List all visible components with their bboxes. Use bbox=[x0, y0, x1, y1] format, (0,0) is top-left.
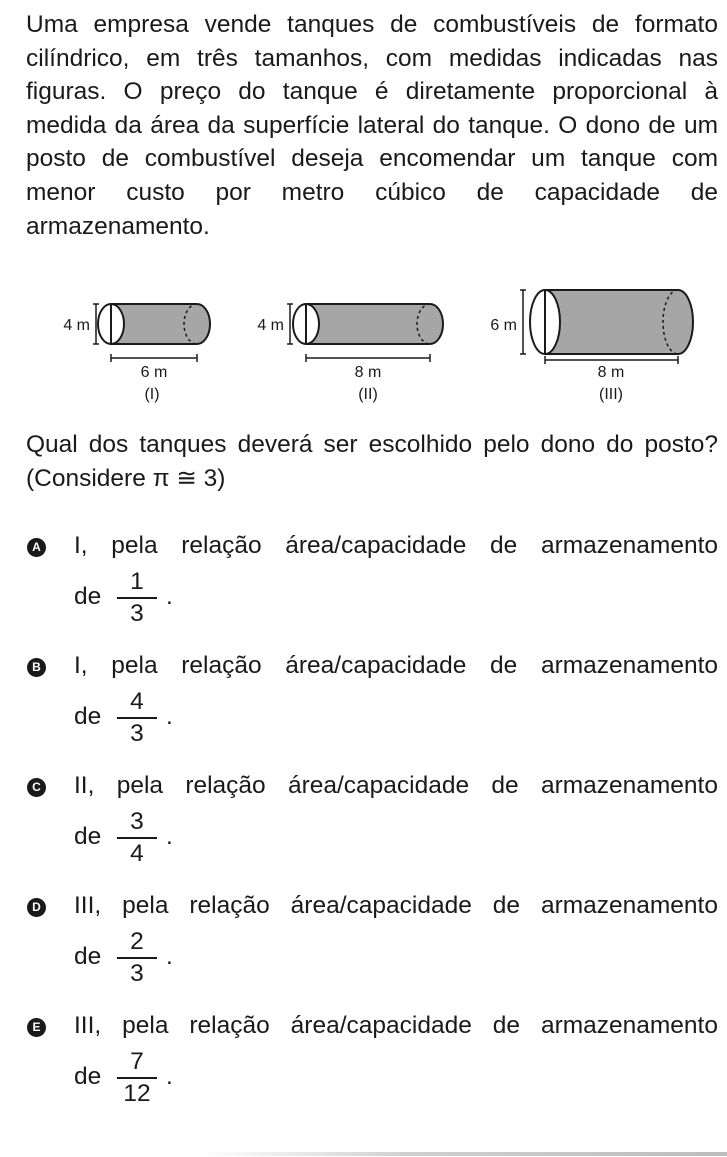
alternative-b-denominator: 3 bbox=[130, 720, 144, 747]
tank-3-height-label: 6 m bbox=[490, 317, 517, 334]
tank-2-length-label: 8 m bbox=[354, 364, 382, 381]
problem-statement: Uma empresa vende tanques de combustíveis de formato cilíndrico, em três tamanhos, com medidas indicadas nas figuras. O preço do tanque é diretamente proporcional à medida da área da superfície lateral do tanque. O dono de um posto de combustível deseja encomendar um tanque com menor custo por metro cúbico de capacidade de armazenamento. bbox=[26, 11, 718, 240]
fraction-bar bbox=[117, 1077, 157, 1079]
alternative-e-text: III, pela relação área/capacidade de armazenamento bbox=[74, 1012, 718, 1039]
alternative-d-de: de bbox=[74, 943, 102, 970]
alternative-a-de: de bbox=[74, 583, 102, 610]
alternative-b-numerator: 4 bbox=[130, 688, 144, 715]
alternative-d-letter: D bbox=[27, 898, 46, 917]
alternative-a-denominator: 3 bbox=[130, 600, 144, 627]
tank-1-height-label: 4 m bbox=[63, 317, 90, 334]
tank-2 bbox=[257, 304, 443, 403]
tank-1-body bbox=[111, 304, 210, 344]
alternative-c-denominator: 4 bbox=[130, 840, 144, 867]
alternative-c-de: de bbox=[74, 823, 102, 850]
fraction-bar bbox=[117, 837, 157, 839]
alternative-b-end: . bbox=[166, 703, 173, 730]
alternative-c-letter: C bbox=[27, 778, 46, 797]
alternative-c-fraction bbox=[117, 808, 157, 868]
tanks-figure bbox=[0, 280, 727, 420]
alternative-a-fraction bbox=[117, 568, 157, 628]
alternative-e-numerator: 7 bbox=[130, 1048, 144, 1075]
alternative-d-denominator: 3 bbox=[130, 960, 144, 987]
alternative-c-end: . bbox=[166, 823, 173, 850]
alternative-a-letter: A bbox=[27, 538, 46, 557]
alternative-e-denominator: 12 bbox=[123, 1080, 151, 1107]
alternative-b-fraction bbox=[117, 688, 157, 748]
tank-2-body bbox=[306, 304, 443, 344]
alternative-d-numerator: 2 bbox=[130, 928, 144, 955]
alternative-e-letter: E bbox=[27, 1018, 46, 1037]
tank-1-caption: (I) bbox=[144, 386, 160, 403]
alternative-d-fraction bbox=[117, 928, 157, 988]
alternative-b[interactable] bbox=[0, 648, 727, 768]
fraction-bar bbox=[117, 717, 157, 719]
alternative-b-text: I, pela relação área/capacidade de armazenamento bbox=[74, 652, 718, 679]
alternative-c-text: II, pela relação área/capacidade de armazenamento bbox=[74, 772, 718, 799]
alternative-e-de: de bbox=[74, 1063, 102, 1090]
fraction-bar bbox=[117, 597, 157, 599]
tank-2-caption: (II) bbox=[358, 386, 378, 403]
tank-3-caption: (III) bbox=[599, 386, 623, 403]
alternative-e[interactable] bbox=[0, 1008, 727, 1128]
tank-3-length-label: 8 m bbox=[597, 364, 625, 381]
tank-1-length-label: 6 m bbox=[140, 364, 168, 381]
alternative-e-fraction bbox=[117, 1048, 157, 1108]
question-text: Qual dos tanques deverá ser escolhido pelo dono do posto? (Considere π ≅ 3) bbox=[26, 431, 718, 492]
tank-2-height-label: 4 m bbox=[257, 317, 284, 334]
fraction-bar bbox=[117, 957, 157, 959]
alternative-b-letter: B bbox=[27, 658, 46, 677]
alternative-c[interactable] bbox=[0, 768, 727, 888]
tank-3-body bbox=[545, 290, 693, 354]
alternative-a-numerator: 1 bbox=[130, 568, 144, 595]
alternative-b-de: de bbox=[74, 703, 102, 730]
alternative-c-numerator: 3 bbox=[130, 808, 144, 835]
alternative-d[interactable] bbox=[0, 888, 727, 1008]
alternative-a-text: I, pela relação área/capacidade de armazenamento bbox=[74, 532, 718, 559]
alternative-d-text: III, pela relação área/capacidade de armazenamento bbox=[74, 892, 718, 919]
bottom-divider bbox=[200, 1152, 727, 1156]
tank-1 bbox=[63, 304, 210, 403]
alternative-a-end: . bbox=[166, 583, 173, 610]
alternative-d-end: . bbox=[166, 943, 173, 970]
tank-3 bbox=[490, 290, 693, 403]
alternative-a[interactable] bbox=[0, 528, 727, 648]
alternative-e-end: . bbox=[166, 1063, 173, 1090]
